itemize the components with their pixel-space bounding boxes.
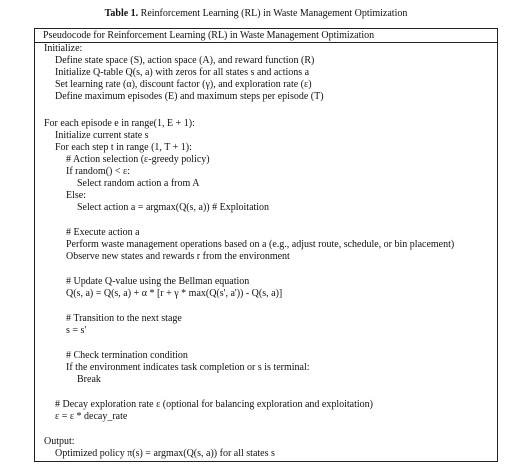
code-line: If random() < ε: — [66, 166, 130, 177]
code-line-output: Output: — [44, 436, 75, 447]
code-line: ε = ε * decay_rate — [55, 411, 128, 422]
caption-label: Table 1. — [104, 8, 139, 19]
code-line: Else: — [66, 190, 86, 201]
code-line: Define state space (S), action space (A), and reward function (R) — [55, 55, 315, 66]
code-line: Define maximum episodes (E) and maximum steps per episode (T) — [55, 91, 324, 102]
code-line: Initialize Q-table Q(s, a) with zeros for all states s and actions a — [55, 67, 310, 78]
code-comment: # Update Q-value using the Bellman equation — [66, 276, 250, 287]
code-line: Set learning rate (α), discount factor (γ), and exploration rate (ε) — [55, 79, 312, 90]
code-line: Select random action a from A — [77, 178, 200, 189]
pseudocode-header — [35, 29, 497, 43]
caption-text: Reinforcement Learning (RL) in Waste Management Optimization — [140, 8, 408, 19]
code-line: Perform waste management operations based on a (e.g., adjust route, schedule, or bin placement) — [66, 239, 455, 250]
code-line: s = s' — [66, 325, 87, 336]
table-caption — [0, 8, 512, 20]
code-line: If the environment indicates task completion or s is terminal: — [66, 362, 310, 373]
pseudocode-box — [34, 28, 498, 462]
code-comment: # Transition to the next stage — [66, 313, 182, 324]
code-line-initialize: Initialize: — [44, 43, 83, 54]
code-line-step-loop: For each step t in range (1, T + 1): — [55, 142, 192, 153]
code-comment: # Check termination condition — [66, 350, 188, 361]
code-line-episode-loop: For each episode e in range(1, E + 1): — [44, 118, 195, 129]
code-line: Break — [77, 374, 101, 385]
code-comment: # Action selection (ε-greedy policy) — [66, 154, 210, 165]
code-line: Initialize current state s — [55, 130, 149, 141]
code-line: Select action a = argmax(Q(s, a)) # Exploitation — [77, 202, 270, 213]
code-comment: # Execute action a — [66, 227, 140, 238]
code-comment: # Decay exploration rate ε (optional for balancing exploration and exploitation) — [55, 399, 373, 410]
pseudocode-title: Pseudocode for Reinforcement Learning (RL) in Waste Management Optimization — [43, 30, 375, 41]
code-line-bellman-update: Q(s, a) = Q(s, a) + α * [r + γ * max(Q(s', a')) - Q(s, a)] — [66, 288, 283, 299]
code-line: Observe new states and rewards r from the environment — [66, 251, 290, 262]
code-line-policy: Optimized policy π(s) = argmax(Q(s, a)) for all states s — [55, 448, 275, 459]
